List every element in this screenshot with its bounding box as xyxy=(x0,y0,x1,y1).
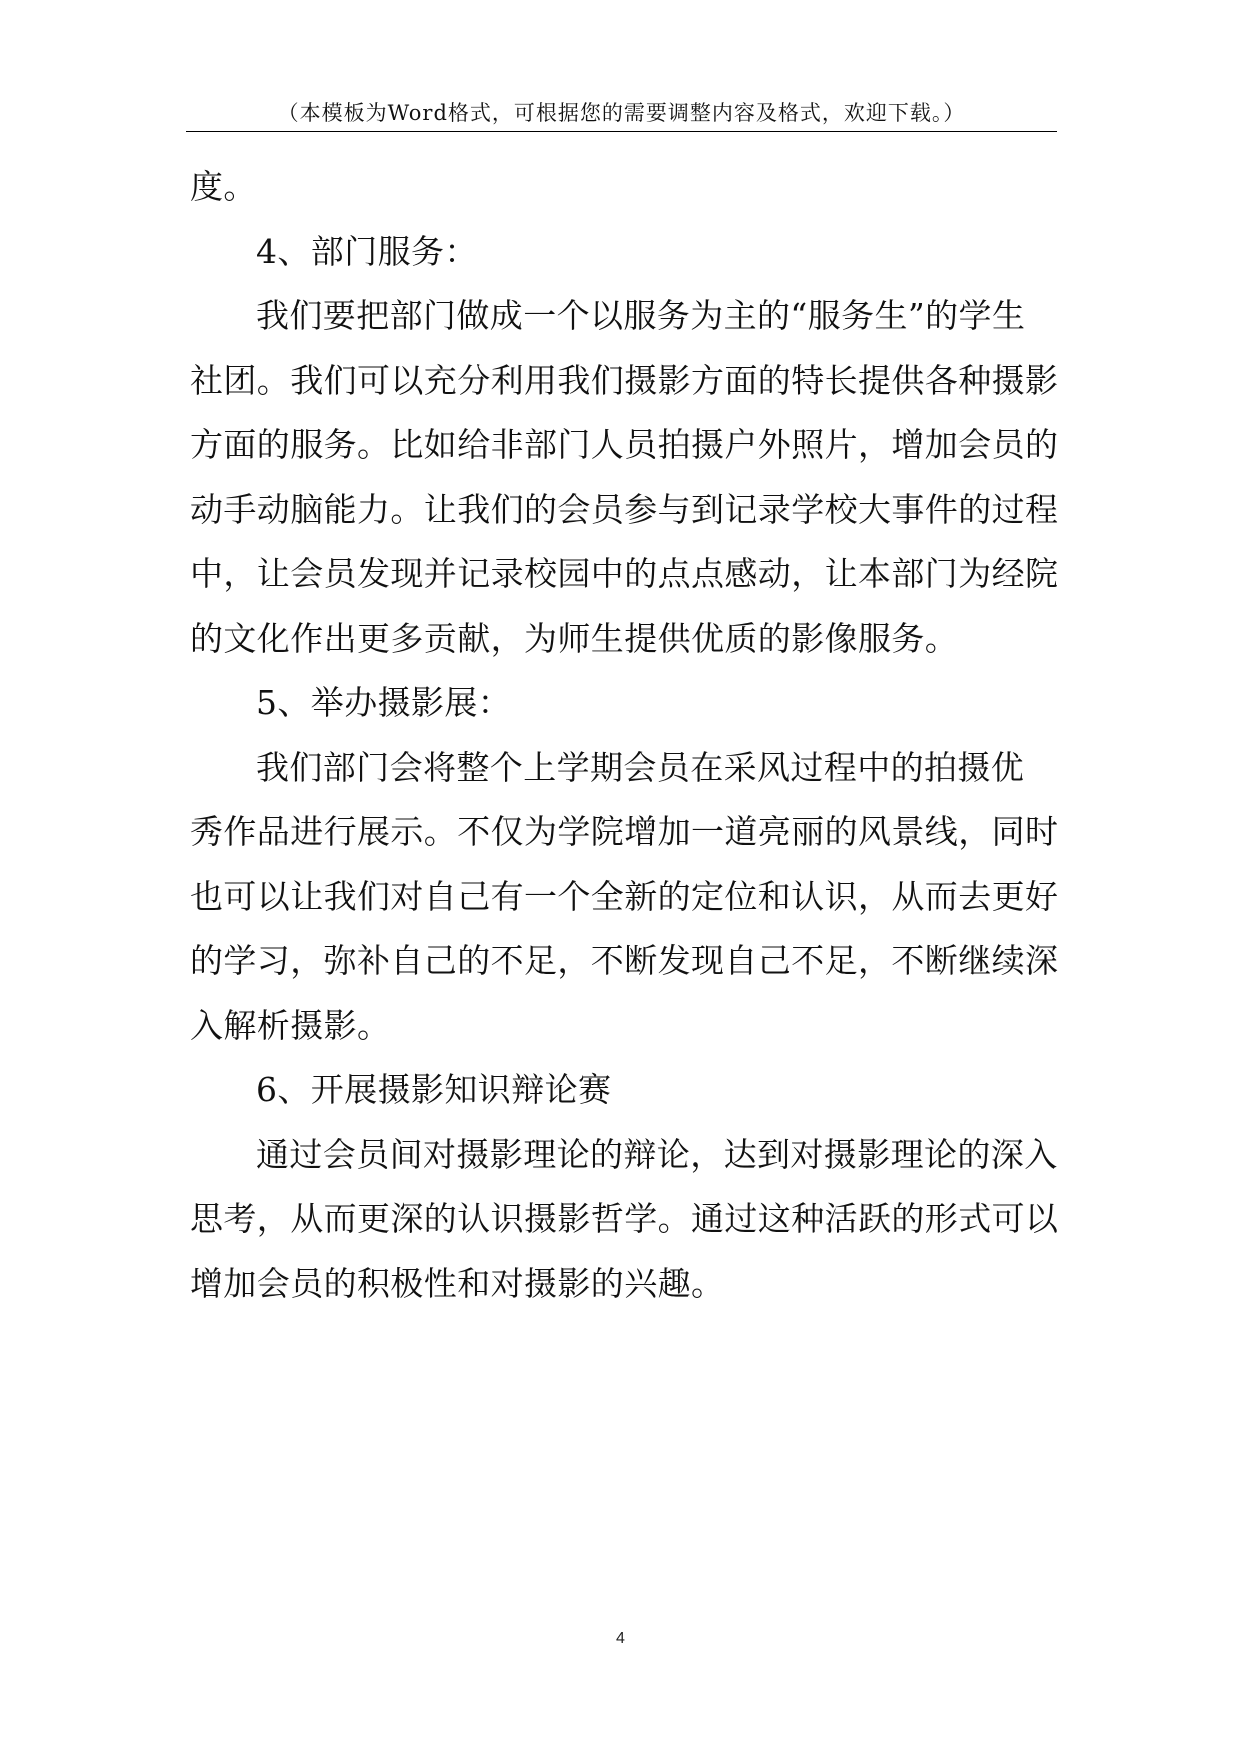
body-line: 中，让会员发现并记录校园中的点点感动，让本部门为经院 xyxy=(190,554,1059,593)
body-line: 社团。我们可以充分利用我们摄影方面的特长提供各种摄影 xyxy=(190,360,1059,400)
body-line: 增加会员的积极性和对摄影的兴趣。 xyxy=(190,1263,725,1303)
body-line: 动手动脑能力。让我们的会员参与到记录学校大事件的过程 xyxy=(190,489,1059,529)
page-number: 4 xyxy=(616,1630,625,1647)
body-line: 秀作品进行展示。不仅为学院增加一道亮丽的风景线，同时 xyxy=(190,812,1059,851)
body-line: 我们部门会将整个上学期会员在采风过程中的拍摄优 xyxy=(256,747,1025,787)
section-heading: 6、开展摄影知识辩论赛 xyxy=(256,1070,612,1109)
page-header: （本模板为Word格式，可根据您的需要调整内容及格式，欢迎下载。） xyxy=(277,101,966,125)
body-line: 我们要把部门做成一个以服务为主的“服务生”的学生 xyxy=(256,296,1026,335)
section-heading: 4、部门服务： xyxy=(256,231,478,271)
body-line: 思考，从而更深的认识摄影哲学。通过这种活跃的形式可以 xyxy=(190,1199,1059,1238)
body-line: 度。 xyxy=(190,167,257,206)
document-body xyxy=(190,155,1058,1316)
body-line: 的文化作出更多贡献，为师生提供优质的影像服务。 xyxy=(190,618,959,658)
body-line: 入解析摄影。 xyxy=(190,1005,391,1045)
body-line: 通过会员间对摄影理论的辩论，达到对摄影理论的深入 xyxy=(256,1134,1058,1174)
body-line: 也可以让我们对自己有一个全新的定位和认识，从而去更好 xyxy=(190,876,1059,916)
body-line: 方面的服务。比如给非部门人员拍摄户外照片，增加会员的 xyxy=(190,425,1059,464)
header-divider xyxy=(186,131,1057,132)
section-heading: 5、举办摄影展： xyxy=(256,683,512,722)
body-line: 的学习，弥补自己的不足，不断发现自己不足，不断继续深 xyxy=(190,941,1059,980)
